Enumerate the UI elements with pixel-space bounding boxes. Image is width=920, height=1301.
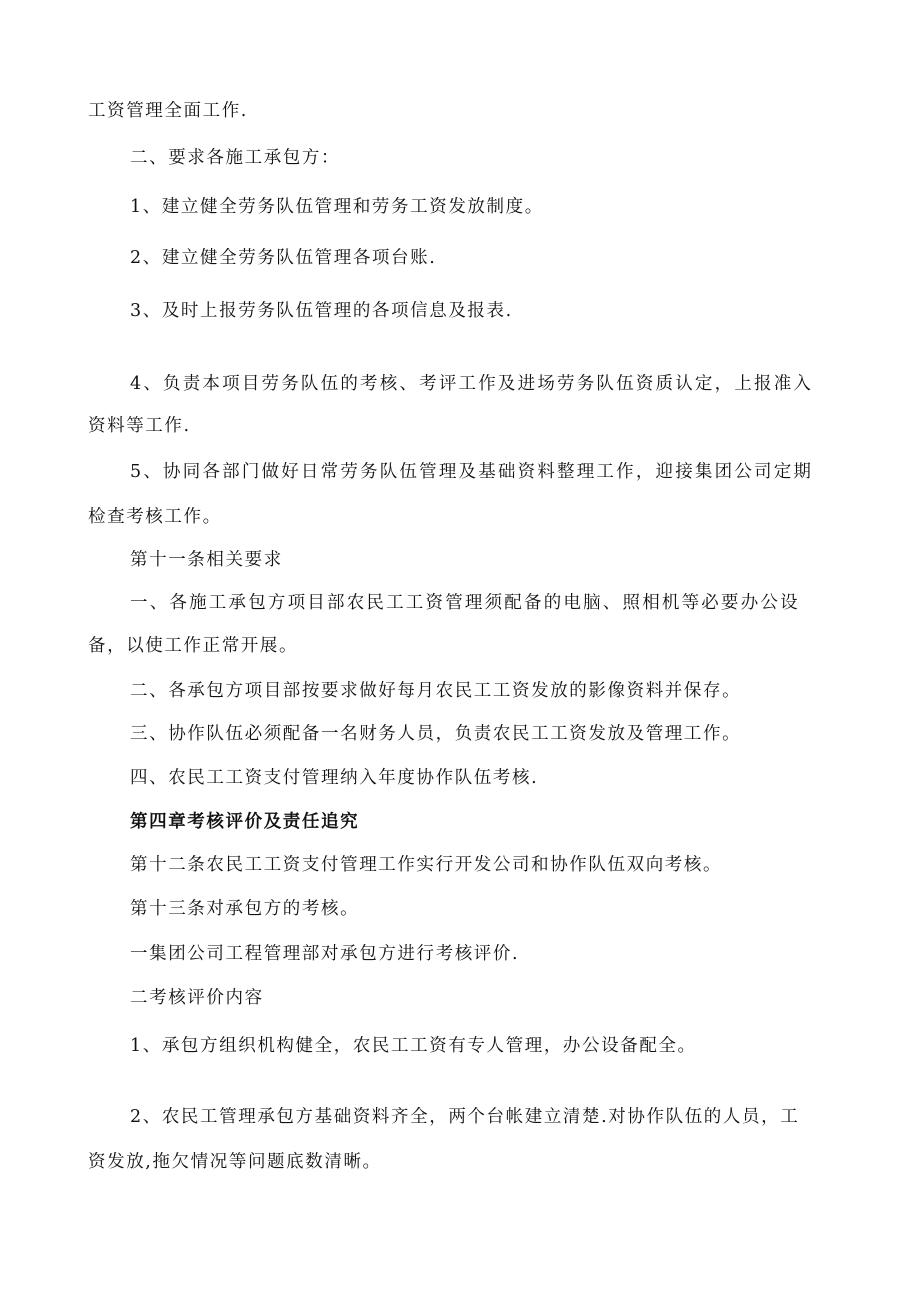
list-item-continuation: 资发放,拖欠情况等问题底数清晰。 xyxy=(88,1152,382,1172)
paragraph-line: 一、各施工承包方项目部农民工工资管理须配备的电脑、照相机等必要办公设 xyxy=(130,593,800,613)
list-item-continuation: 资料等工作. xyxy=(88,416,191,436)
section-heading: 二、要求各施工承包方： xyxy=(130,148,341,168)
paragraph-line: 备，以使工作正常开展。 xyxy=(88,636,299,656)
text-line: 工资管理全面工作. xyxy=(88,101,248,121)
list-item-continuation: 检查考核工作。 xyxy=(88,507,222,527)
article-line: 第十二条农民工工资支付管理工作实行开发公司和协作队伍双向考核。 xyxy=(130,855,723,875)
chapter-heading: 第四章考核评价及责任追究 xyxy=(130,812,360,832)
list-item: 5、协同各部门做好日常劳务队伍管理及基础资料整理工作，迎接集团公司定期 xyxy=(130,462,814,482)
list-item: 3、及时上报劳务队伍管理的各项信息及报表. xyxy=(130,301,513,321)
paragraph-line: 一集团公司工程管理部对承包方进行考核评价. xyxy=(130,944,520,964)
paragraph-line: 二、各承包方项目部按要求做好每月农民工工资发放的影像资料并保存。 xyxy=(130,681,742,701)
paragraph-line: 四、农民工工资支付管理纳入年度协作队伍考核. xyxy=(130,768,539,788)
list-item: 1、承包方组织机构健全，农民工工资有专人管理，办公设备配全。 xyxy=(130,1036,697,1056)
article-line: 第十三条对承包方的考核。 xyxy=(130,899,360,919)
list-item: 2、建立健全劳务队伍管理各项台账. xyxy=(130,248,437,268)
list-item: 4、负责本项目劳务队伍的考核、考评工作及进场劳务队伍资质认定，上报准入 xyxy=(130,374,814,394)
list-item: 1、建立健全劳务队伍管理和劳务工资发放制度。 xyxy=(130,197,544,217)
paragraph-line: 三、协作队伍必须配备一名财务人员，负责农民工工资发放及管理工作。 xyxy=(130,724,742,744)
article-heading: 第十一条相关要求 xyxy=(130,550,283,570)
list-item: 2、农民工管理承包方基础资料齐全，两个台帐建立清楚.对协作队伍的人员，工 xyxy=(130,1107,800,1127)
paragraph-line: 二考核评价内容 xyxy=(130,988,264,1008)
